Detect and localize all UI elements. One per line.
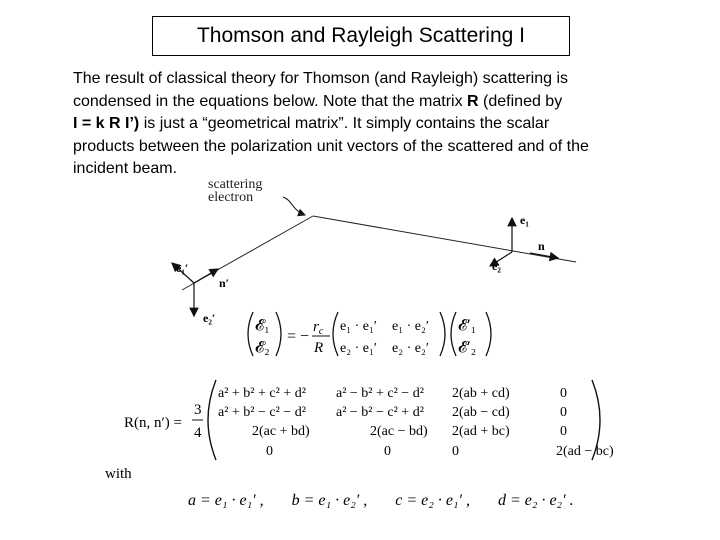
eq2-cell-r3-c3: 2(ad + bc) <box>452 424 510 439</box>
eq1-rhs-close <box>486 312 491 356</box>
eq2-frac-den: 4 <box>194 425 202 441</box>
eq2-frac-num: 3 <box>194 402 202 418</box>
eq2-cell-r3-c4: 0 <box>560 424 567 439</box>
eq1-matrix-close <box>440 312 445 356</box>
eq2-cell-r1-c2: a² − b² + c² − d² <box>336 386 424 401</box>
def-a: a = e₁ · e₁′ , <box>188 492 264 509</box>
intro-line-4: products between the polarization unit vectors of the scattered and of the <box>73 137 589 155</box>
eq1-equal: = − <box>287 328 310 345</box>
eq2-cell-r1-c3: 2(ab + cd) <box>452 386 510 401</box>
eq2-cell-r2-c1: a² + b² − c² − d² <box>218 405 306 420</box>
intro-line-1: The result of classical theory for Thomson (and Rayleigh) scattering is <box>73 70 569 87</box>
eq2-cell-r3-c1: 2(ac + bd) <box>252 424 310 439</box>
eq1-lhs-bot: 𝓔₂ <box>255 339 270 356</box>
intro-line-2-a: condensed in the equations below. Note that the matrix <box>73 92 468 110</box>
label-np: n′ <box>219 276 230 290</box>
eq1-lhs-top: 𝓔₁ <box>255 317 270 334</box>
def-d: d = e₂ · e₂′ . <box>497 492 574 509</box>
eq2-cell-r3-c2: 2(ac − bd) <box>370 424 428 439</box>
eq2-cell-r2-c3: 2(ab − cd) <box>452 405 510 420</box>
eq2-cell-r4-c2: 0 <box>384 444 391 459</box>
label-e1: e₁ <box>520 213 529 227</box>
electron-pointer <box>283 197 305 215</box>
slide-title-text: Thomson and Rayleigh Scattering I <box>196 24 525 47</box>
vector-definitions <box>188 492 588 510</box>
np-arrow <box>194 269 218 283</box>
equation-r-matrix <box>124 380 614 460</box>
eq1-m11: e₁ · e₁′ <box>340 319 377 334</box>
eq2-cell-r2-c2: a² − b² − c² + d² <box>336 405 424 420</box>
eq2-cell-r4-c4: 2(ad − bc) <box>556 444 614 459</box>
intro-definition: I = k R I’) <box>73 115 140 132</box>
eq1-rhs-bot: 𝓔′₂ <box>458 339 477 356</box>
eq2-cell-r4-c3: 0 <box>452 444 459 459</box>
eq1-matrix-open <box>333 312 338 356</box>
eq2-matrix-open <box>208 380 216 460</box>
eq2-cell-r2-c4: 0 <box>560 405 567 420</box>
eq1-rhs-open <box>451 312 456 356</box>
eq2-cell-r1-c4: 0 <box>560 386 567 401</box>
diagram-label-electron: electron <box>208 190 254 205</box>
eq1-m22: e₂ · e₂′ <box>392 341 429 356</box>
label-n: n <box>538 239 545 253</box>
diagram-label-scattering: scattering <box>208 177 263 192</box>
eq2-cell-r4-c1: 0 <box>266 444 273 459</box>
eq1-frac-num: $r_c$ <box>313 319 324 337</box>
intro-line-2-c: (defined by <box>478 92 563 110</box>
eq1-frac-den: R <box>314 340 324 356</box>
scattered-beam-line <box>313 216 576 262</box>
def-c: c = e₂ · e₁′ , <box>395 492 470 509</box>
label-e2p: e₂′ <box>203 311 216 325</box>
eq1-rhs-top: 𝓔′₁ <box>458 317 477 334</box>
def-b: b = e₁ · e₂′ , <box>291 492 368 509</box>
n-arrow <box>530 253 558 258</box>
intro-line-5: incident beam. <box>73 160 178 177</box>
eq1-m12: e₁ · e₂′ <box>392 319 429 334</box>
with-label: with <box>105 466 132 482</box>
intro-matrix-r: R <box>467 92 479 110</box>
eq2-cell-r1-c1: a² + b² + c² + d² <box>218 386 306 401</box>
eq1-paren-left-open <box>248 312 253 356</box>
label-e1p: e₁′ <box>176 261 189 275</box>
eq2-lhs: R(n, n′) = <box>124 415 182 431</box>
eq1-m21: e₂ · e₁′ <box>340 341 377 356</box>
label-e2: e₂ <box>492 259 501 273</box>
equation-field-relation <box>248 312 491 356</box>
eq1-paren-left-close <box>276 312 281 356</box>
intro-line-3-b: is just a “geometrical matrix”. It simply contains the scalar <box>139 115 550 132</box>
eq2-rows <box>218 386 614 459</box>
